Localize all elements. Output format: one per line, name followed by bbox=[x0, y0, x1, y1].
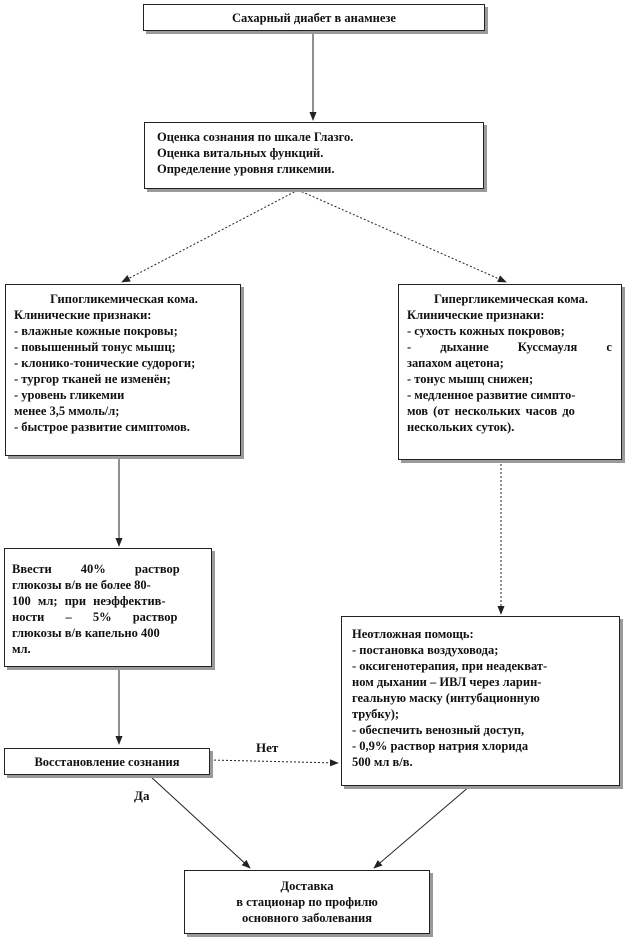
arrow-recovery-to-urgent-no bbox=[210, 760, 338, 763]
recovery-box bbox=[4, 748, 210, 775]
glucose-line: ности – 5% раствор bbox=[12, 610, 178, 624]
no-label: Нет bbox=[256, 740, 279, 755]
hyper-line: Клинические признаки: bbox=[407, 308, 545, 322]
history-box bbox=[143, 4, 485, 31]
delivery-line: в стационар по профилю bbox=[236, 895, 378, 909]
hyper-line: - дыхание Куссмауля с bbox=[407, 340, 612, 354]
hyper-line: - сухость кожных покровов; bbox=[407, 324, 565, 338]
hyper-title: Гипергликемическая кома. bbox=[433, 292, 589, 306]
urgent-line: трубку); bbox=[352, 707, 400, 721]
assessment-box bbox=[144, 122, 484, 189]
hypo-line: менее 3,5 ммоль/л; bbox=[14, 404, 120, 418]
hyperglycemic-coma-box bbox=[398, 284, 622, 460]
hypo-line: - влажные кожные покровы; bbox=[14, 324, 178, 338]
arrow-assessment-to-hypo bbox=[122, 190, 298, 282]
urgent-line: геальную маску (интубационную bbox=[352, 691, 540, 705]
urgent-line: - оксигенотерапия, при неадекват- bbox=[352, 659, 548, 673]
yes-label: Да bbox=[134, 788, 150, 803]
hyper-line: запахом ацетона; bbox=[407, 356, 504, 370]
urgent-care-box bbox=[341, 616, 620, 786]
hypoglycemic-coma-box bbox=[5, 284, 241, 456]
delivery-box bbox=[184, 870, 430, 934]
glucose-line: Ввести 40% раствор bbox=[12, 562, 180, 576]
urgent-line: Неотложная помощь: bbox=[352, 627, 474, 641]
hypo-line: - тургор тканей не изменён; bbox=[14, 372, 171, 386]
delivery-line: основного заболевания bbox=[241, 911, 373, 925]
hyper-line: мов (от нескольких часов до bbox=[407, 404, 575, 418]
glucose-box bbox=[4, 548, 212, 667]
assessment-line: Оценка витальных функций. bbox=[157, 146, 324, 160]
hypo-title: Гипогликемическая кома. bbox=[50, 292, 198, 306]
glucose-line: 100 мл; при неэффектив- bbox=[12, 594, 166, 608]
arrow-assessment-to-hyper bbox=[298, 190, 506, 282]
glucose-line: глюкозы в/в не более 80- bbox=[12, 578, 151, 592]
glucose-line: глюкозы в/в капельно 400 bbox=[12, 626, 160, 640]
urgent-line: - 0,9% раствор натрия хлорида bbox=[352, 739, 529, 753]
recovery-text: Восстановление сознания bbox=[34, 755, 180, 769]
hypo-line: - быстрое развитие симптомов. bbox=[14, 420, 190, 434]
urgent-line: - постановка воздуховода; bbox=[352, 643, 499, 657]
hypo-line: - клонико-тонические судороги; bbox=[14, 356, 196, 370]
hypo-line: - повышенный тонус мышц; bbox=[14, 340, 176, 354]
hypo-line: - уровень гликемии bbox=[14, 388, 125, 402]
hyper-line: нескольких суток). bbox=[407, 420, 515, 434]
urgent-line: 500 мл в/в. bbox=[352, 755, 413, 769]
glucose-line: мл. bbox=[12, 642, 31, 656]
hypo-line: Клинические признаки: bbox=[14, 308, 152, 322]
arrow-recovery-to-delivery-yes bbox=[150, 776, 250, 868]
urgent-line: - обеспечить венозный доступ, bbox=[352, 723, 525, 737]
hyper-line: - медленное развитие симпто- bbox=[407, 388, 576, 402]
history-text: Сахарный диабет в анамнезе bbox=[232, 11, 396, 25]
delivery-line: Доставка bbox=[280, 879, 334, 893]
arrow-urgent-to-delivery bbox=[374, 786, 470, 868]
hyper-line: - тонус мышц снижен; bbox=[407, 372, 534, 386]
assessment-line: Оценка сознания по шкале Глазго. bbox=[157, 130, 354, 144]
urgent-line: ном дыхании – ИВЛ через ларин- bbox=[352, 675, 542, 689]
assessment-line: Определение уровня гликемии. bbox=[157, 162, 335, 176]
